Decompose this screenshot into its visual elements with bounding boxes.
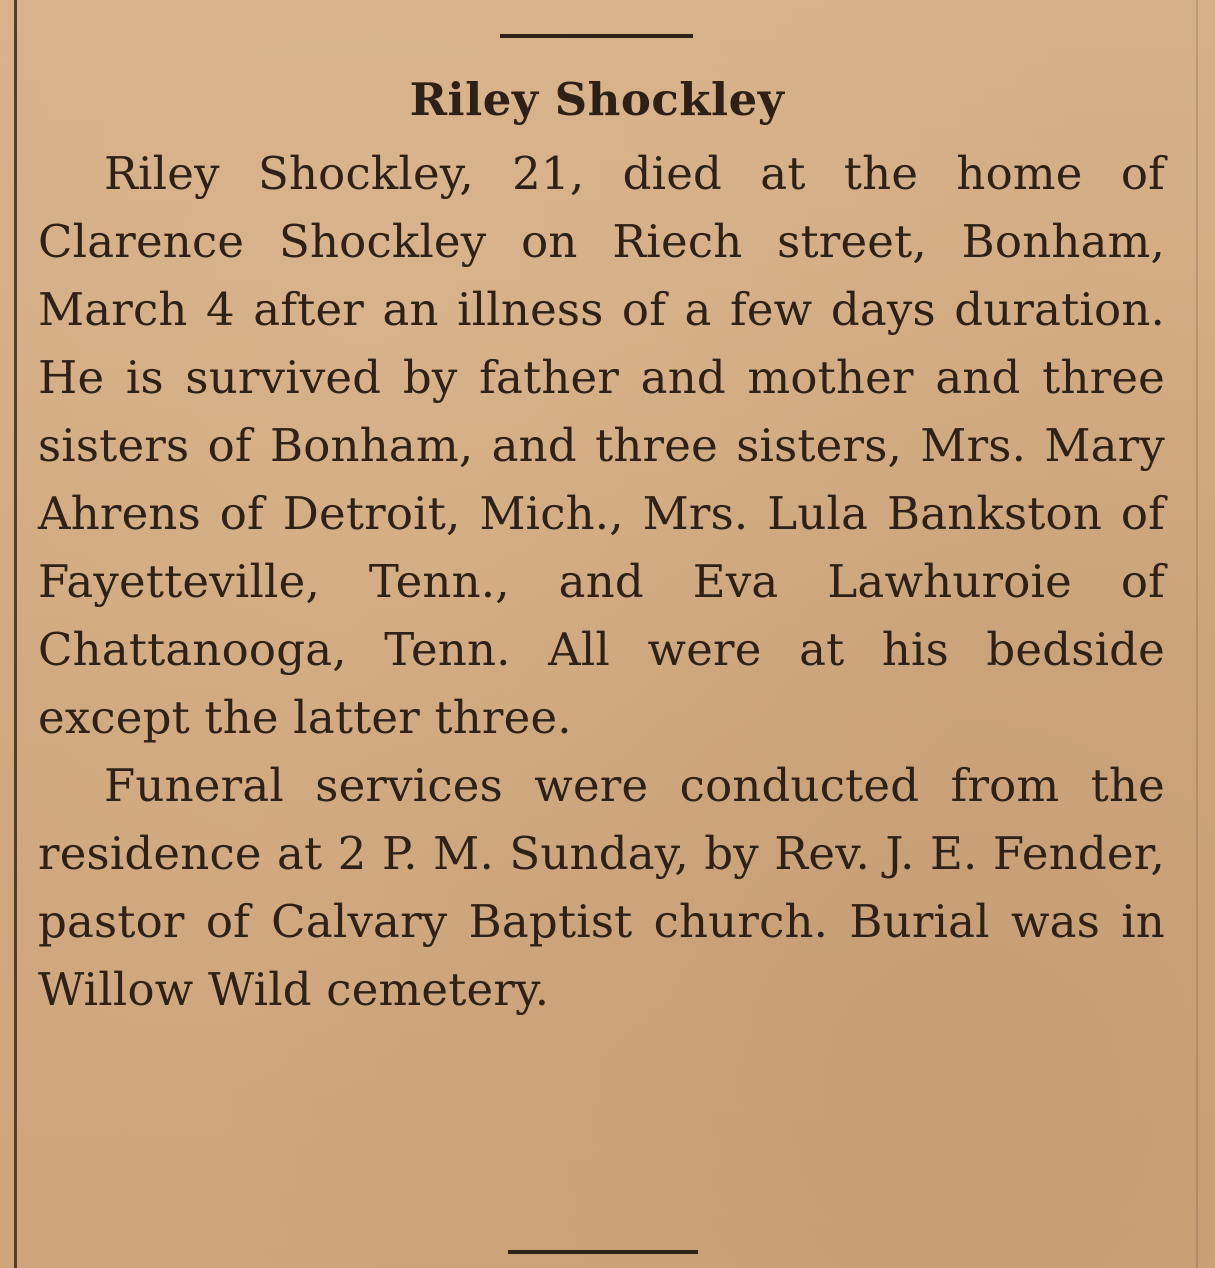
bottom-divider-rule [508,1250,698,1254]
column-rule-right [1196,0,1198,1268]
top-divider-rule [500,34,693,38]
article-headline: Riley Shockley [409,73,785,126]
article-paragraph: Funeral services were conducted from the residence at 2 P. M. Sunday, by Rev. J. E. Fender, pastor of Calvary Baptist church. Burial was in Willow Wild cemetery. [38,759,1165,1016]
column-rule-left [14,0,17,1268]
article-body [38,140,1165,1024]
article-paragraph: Riley Shockley, 21, died at the home of Clarence Shockley on Riech street, Bonham, March 4 after an illness of a few days duration. He is survived by father and mother and three sisters of Bonham, and three sisters, Mrs. Mary Ahrens of Detroit, Mich., Mrs. Lula Bankston of Fayetteville, Tenn., and Eva Lawhuroie of Chattanooga, Tenn. All were at his bedside except the latter three. [38,147,1165,744]
